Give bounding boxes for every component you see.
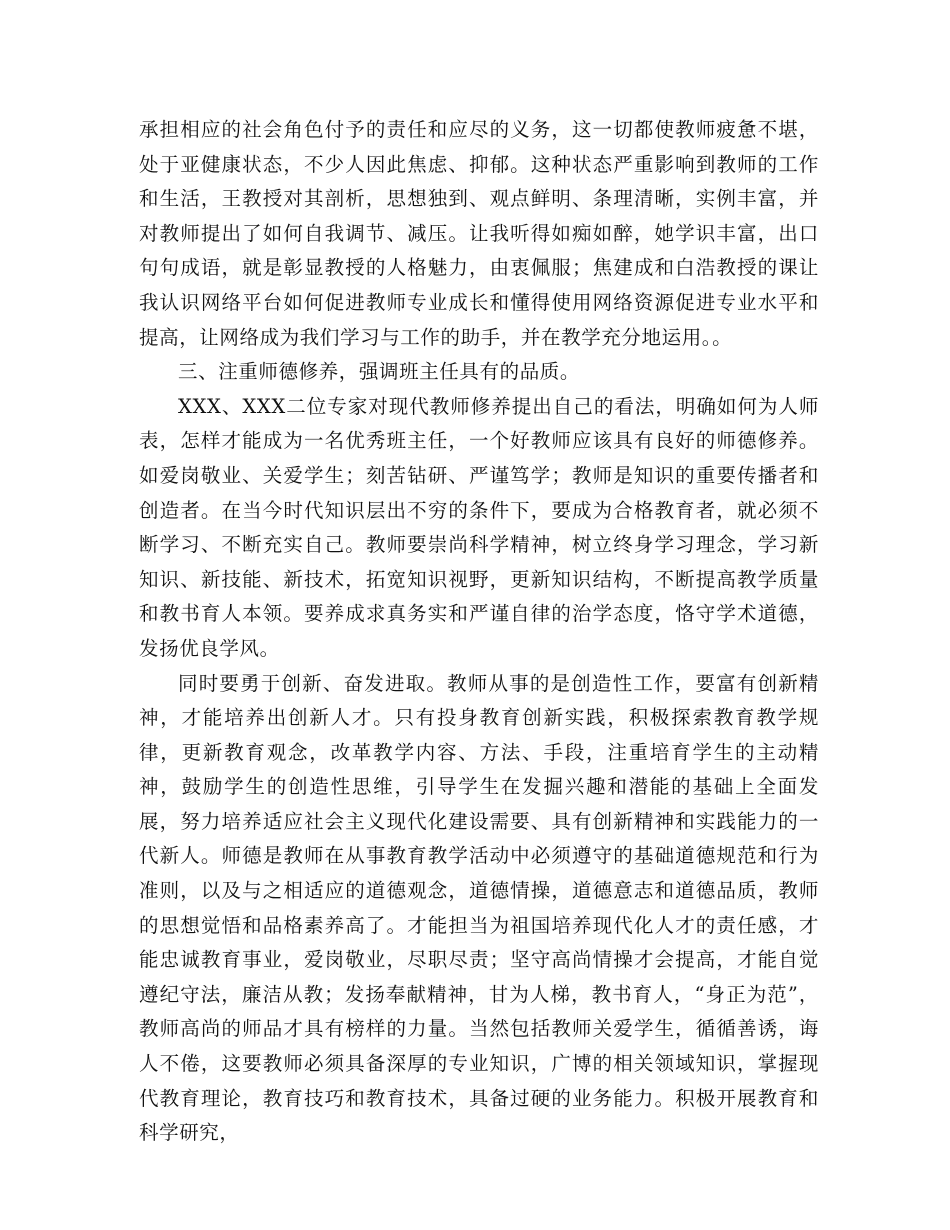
- paragraph-body: XXX、XXX二位专家对现代教师修养提出自己的看法，明确如何为人师表，怎样才能成为一名优秀班主任，一个好教师应该具有良好的师德修养。如爱岗敬业、关爱学生；刻苦钻研、严谨笃学；教师是知识的重要传播者和创造者。在当今时代知识层出不穷的条件下，要成为合格教育者，就必须不断学习、不断充实自己。教师要崇尚科学精神，树立终身学习理念，学习新知识、新技能、新技术，拓宽知识视野，更新知识结构，不断提高教学质量和教书育人本领。要养成求真务实和严谨自律的治学态度，恪守学术道德，发扬优良学风。: [139, 394, 819, 660]
- document-body: [139, 113, 819, 1151]
- paragraph-body: 同时要勇于创新、奋发进取。教师从事的是创造性工作，要富有创新精神，才能培养出创新人才。只有投身教育创新实践，积极探索教育教学规律，更新教育观念，改革教学内容、方法、手段，注重培育学生的主动精神，鼓励学生的创造性思维，引导学生在发掘兴趣和潜能的基础上全面发展，努力培养适应社会主义现代化建设需要、具有创新精神和实践能力的一代新人。师德是教师在从事教育教学活动中必须遵守的基础道德规范和行为准则，以及与之相适应的道德观念，道德情操，道德意志和道德品质，教师的思想觉悟和品格素养高了。才能担当为祖国培养现代化人才的责任感，才能忠诚教育事业，爱岗敬业，尽职尽责；坚守高尚情操才会提高，才能自觉遵纪守法，廉洁从教；发扬奉献精神，甘为人梯，教书育人，“身正为范”，教师高尚的师品才具有榜样的力量。当然包括教师关爱学生，循循善诱，诲人不倦，这要教师必须具备深厚的专业知识，广博的相关领域知识，掌握现代教育理论，教育技巧和教育技术，具备过硬的业务能力。积极开展教育和科学研究，: [139, 671, 819, 1145]
- paragraph-continuation: 承担相应的社会角色付予的责任和应尽的义务，这一切都使教师疲惫不堪，处于亚健康状态，不少人因此焦虑、抑郁。这种状态严重影响到教师的工作和生活，王教授对其剖析，思想独到、观点鲜明、条理清晰，实例丰富，并对教师提出了如何自我调节、减压。让我听得如痴如醉，她学识丰富，出口句句成语，就是彰显教授的人格魅力，由衷佩服；焦建成和白浩教授的课让我认识网络平台如何促进教师专业成长和懂得使用网络资源促进专业水平和提高，让网络成为我们学习与工作的助手，并在教学充分地运用。。: [139, 118, 819, 349]
- section-heading: 三、注重师德修养，强调班主任具有的品质。: [178, 360, 581, 384]
